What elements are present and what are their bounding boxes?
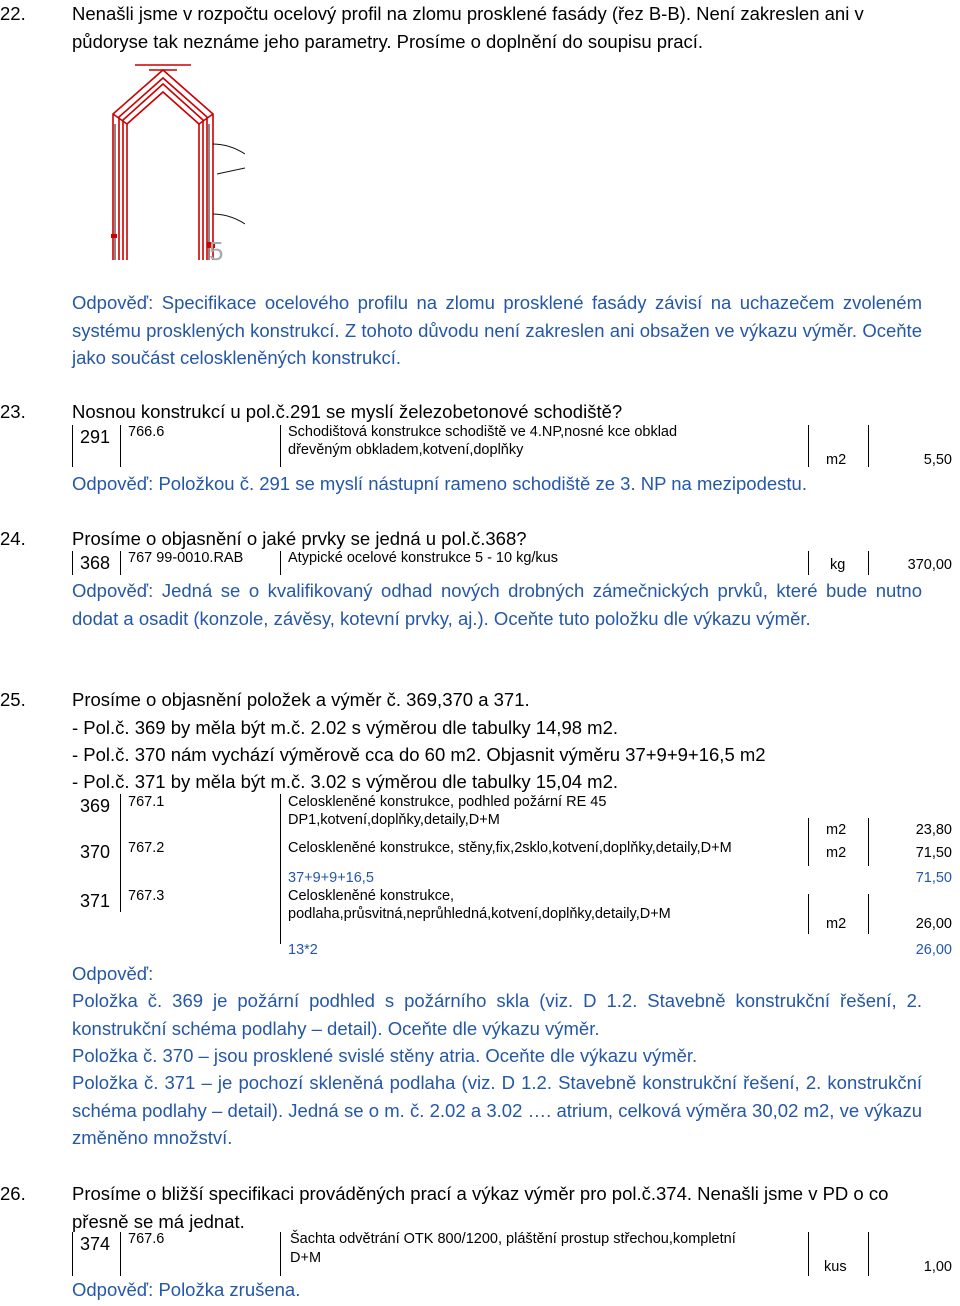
q23-answer: Odpověď: Položkou č. 291 se myslí nástupní rameno schodiště ze 3. NP na mezipodestu. xyxy=(72,473,807,494)
q23-number: 23. xyxy=(0,401,26,422)
table-row-371-code: 767.3 xyxy=(128,888,165,904)
q24-answer: Odpověď: Jedná se o kvalifikovaný odhad nových drobných zámečnických prvků, které bude nutno dodat a osadit (konzole, závěsy, kotevní prvky, aj.). Oceňte tuto položku dle výkazu výměr. xyxy=(72,580,922,629)
q25-answer: Položka č. 369 je požární podhled s požárního skla (viz. D 1.2. Stavebně konstrukční řešení, 2. konstrukční schéma podlahy – detail). Oceňte dle výkazu výměr. xyxy=(72,990,922,1039)
table-row-291-qty: 5,50 xyxy=(923,452,952,468)
table-row-291-desc2: dřevěným obkladem,kotvení,doplňky xyxy=(288,442,524,458)
table-row-374-unit: kus xyxy=(824,1259,847,1275)
table-row-368-qty: 370,00 xyxy=(907,557,952,573)
q22-question: Nenašli jsme v rozpočtu ocelový profil na zlomu prosklené fasády (řez B-B). Není zakreslen ani v půdoryse tak neznáme jeho parametry. Prosíme o doplnění do soupisu prací. xyxy=(72,3,864,52)
table-row-370-calc: 37+9+9+16,5 xyxy=(288,870,374,886)
table-row-370-code: 767.2 xyxy=(128,840,165,856)
table-row-371-desc2: podlaha,průsvitná,neprůhledná,kotvení,doplňky,detaily,D+M xyxy=(288,906,671,922)
table-row-369-qty: 23,80 xyxy=(915,822,952,838)
q25-question: Prosíme o objasnění položek a výměr č. 369,370 a 371. xyxy=(72,689,530,710)
q24-question: Prosíme o objasnění o jaké prvky se jedná u pol.č.368? xyxy=(72,528,527,549)
q25-bullet: - Pol.č. 369 by měla být m.č. 2.02 s výměrou dle tabulky 14,98 m2. xyxy=(72,717,619,738)
table-row-370-calc-qty: 71,50 xyxy=(915,870,952,886)
table-row-369-desc1: Celoskleněné konstrukce, podhled požární RE 45 xyxy=(288,794,607,810)
table-row-291-code: 766.6 xyxy=(128,424,165,440)
table-row-370-desc1: Celoskleněné konstrukce, stěny,fix,2sklo,kotvení,doplňky,detaily,D+M xyxy=(288,840,732,856)
table-row-369-desc2: DP1,kotvení,doplňky,detaily,D+M xyxy=(288,812,500,828)
q25-answer2: Položka č. 370 – jsou prosklené svislé stěny atria. Oceňte dle výkazu výměr. xyxy=(72,1045,698,1066)
q25-number: 25. xyxy=(0,689,26,710)
table-row-370-qty: 71,50 xyxy=(915,845,952,861)
q25-answer3: Položka č. 371 – je pochozí skleněná podlaha (viz. D 1.2. Stavebně konstrukční řešení, 2. konstrukční schéma podlahy – detail). Jedná se o m. č. 2.02 a 3.02 …. atrium, celková výměra 30,02 m2, ve výkazu změněno množství. xyxy=(72,1072,922,1148)
table-row-374-desc1: Šachta odvětrání OTK 800/1200, pláštění prostup střechou,kompletní xyxy=(290,1231,736,1247)
q25-bullet: - Pol.č. 371 by měla být m.č. 3.02 s výměrou dle tabulky 15,04 m2. xyxy=(72,771,619,792)
table-row-374-pos: 374 xyxy=(80,1234,111,1254)
table-row-371-calc: 13*2 xyxy=(288,942,318,958)
table-row-368-pos: 368 xyxy=(80,553,111,573)
table-row-371-desc1: Celoskleněné konstrukce, xyxy=(288,888,455,904)
table-row-374-qty: 1,00 xyxy=(923,1259,952,1275)
table-row-369-pos: 369 xyxy=(80,796,111,816)
q26-answer: Odpověď: Položka zrušena. xyxy=(72,1279,301,1300)
table-row-291-unit: m2 xyxy=(826,452,847,468)
table-row-371-pos: 371 xyxy=(80,891,111,911)
facade-section-drawing xyxy=(105,64,245,264)
q23-question: Nosnou konstrukcí u pol.č.291 se myslí železobetonové schodiště? xyxy=(72,401,623,422)
table-row-371-unit: m2 xyxy=(826,916,847,932)
table-row-368-code: 767 99-0010.RAB xyxy=(128,550,244,566)
table-row-370-unit: m2 xyxy=(826,845,847,861)
q24-number: 24. xyxy=(0,528,26,549)
table-row-291-pos: 291 xyxy=(80,427,111,447)
table-row-370-pos: 370 xyxy=(80,842,111,862)
table-row-291-desc1: Schodištová konstrukce schodiště ve 4.NP,nosné kce obklad xyxy=(288,424,678,440)
q25-bullet: - Pol.č. 370 nám vychází výměrově cca do 60 m2. Objasnit výměru 37+9+9+16,5 m2 xyxy=(72,744,766,765)
table-row-371-qty: 26,00 xyxy=(915,916,952,932)
table-row-374-code: 767.6 xyxy=(128,1231,165,1247)
drawing-label: 5 xyxy=(209,236,224,264)
table-row-368-desc: Atypické ocelové konstrukce 5 - 10 kg/kus xyxy=(288,550,558,566)
q26-question: Prosíme o bližší specifikaci prováděných prací a výkaz výměr pro pol.č.374. Nenašli jsme v PD o co přesně se má jednat. xyxy=(72,1183,889,1232)
q25-answer-label: Odpověď: xyxy=(72,963,154,984)
table-row-369-unit: m2 xyxy=(826,822,847,838)
table-row-374-desc2: D+M xyxy=(290,1250,322,1266)
q22-answer: Odpověď: Specifikace ocelového profilu na zlomu prosklené fasády závisí na uchazečem zvoleném systému prosklených konstrukcí. Z tohoto důvodu není zakreslen ani obsažen ve výkazu výměr. Oceňte jako součást celoskleněných konstrukcí. xyxy=(72,292,922,368)
q26-number: 26. xyxy=(0,1183,26,1204)
table-row-371-calc-qty: 26,00 xyxy=(915,942,952,958)
table-row-368-unit: kg xyxy=(830,557,846,573)
q22-number: 22. xyxy=(0,3,26,24)
table-row-369-code: 767.1 xyxy=(128,794,165,810)
